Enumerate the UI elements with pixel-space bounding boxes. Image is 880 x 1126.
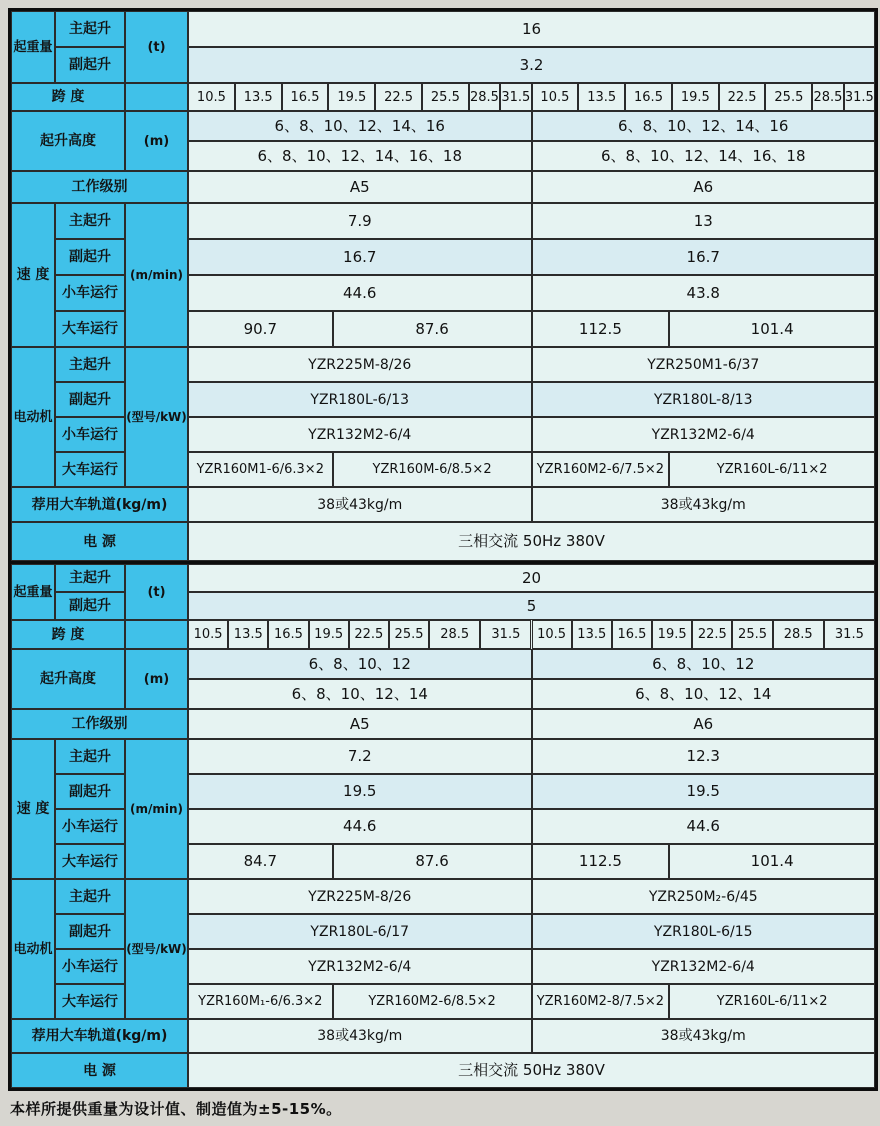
main-hoist-label: 主起升: [55, 347, 125, 382]
capacity-values: [188, 564, 875, 620]
speed-main-right: 13: [532, 203, 876, 239]
speed-aux-row: [188, 774, 875, 809]
motor-crane-row: [188, 984, 875, 1019]
motor-crane-right-half: [532, 452, 876, 487]
crane-travel-label: 大车运行: [55, 311, 125, 347]
motor-aux-left: YZR180L-6/13: [188, 382, 532, 417]
lifting-height-values: [188, 111, 875, 171]
lifting-height-block: [11, 111, 875, 171]
speed-main-row: [188, 739, 875, 774]
speed-aux-left: 19.5: [188, 774, 532, 809]
speed-crane-cell: 101.4: [669, 311, 875, 347]
speed-group-label: 速 度: [11, 739, 55, 879]
speed-main-row: [188, 203, 875, 239]
work-class-left: A5: [188, 709, 532, 739]
span-cells: [188, 620, 875, 649]
capacity-block: [11, 564, 875, 620]
span-cell: 10.5: [532, 83, 579, 111]
rail-cells: [188, 1019, 875, 1053]
work-class-cells: [188, 171, 875, 203]
capacity-aux-value: 3.2: [188, 47, 875, 83]
aux-hoist-label: 副起升: [55, 47, 125, 83]
motor-block: [11, 347, 875, 487]
unit-m-label: (m): [125, 111, 188, 171]
span-cell: 19.5: [328, 83, 375, 111]
capacity-block: [11, 11, 875, 83]
work-class-right: A6: [532, 709, 876, 739]
work-class-values: [188, 171, 875, 203]
motor-crane-cell: YZR160L-6/11×2: [669, 984, 875, 1019]
motor-crane-left-half: [188, 452, 532, 487]
speed-crane-left-half: [188, 311, 532, 347]
crane-travel-label: 大车运行: [55, 984, 125, 1019]
span-half-right: [532, 620, 876, 649]
spec-section-16t: [11, 11, 875, 561]
span-cell: 28.5: [812, 83, 843, 111]
speed-trolley-row: [188, 809, 875, 844]
aux-hoist-label: 副起升: [55, 239, 125, 275]
power-value-wrap: [188, 1053, 875, 1088]
unit-model-kw-label: (型号/kW): [125, 879, 188, 1019]
rail-row: [11, 487, 875, 522]
height-row-2: [188, 141, 875, 171]
motor-crane-left-half: [188, 984, 532, 1019]
motor-crane-cell: YZR160M₁-6/6.3×2: [188, 984, 333, 1019]
height2-left: 6、8、10、12、14: [188, 679, 532, 709]
rail-row: [11, 1019, 875, 1053]
span-cell: 13.5: [235, 83, 282, 111]
footer-note: 本样所提供重量为设计值、制造值为±5-15%。: [10, 1100, 342, 1118]
crane-travel-label: 大车运行: [55, 452, 125, 487]
speed-crane-cell: 87.6: [333, 311, 532, 347]
rail-left: 38或43kg/m: [188, 1019, 532, 1053]
motor-main-right: YZR250M₂-6/45: [532, 879, 876, 914]
main-hoist-label: 主起升: [55, 564, 125, 592]
motor-main-row: [188, 347, 875, 382]
speed-crane-cell: 84.7: [188, 844, 333, 879]
crane-travel-label: 大车运行: [55, 844, 125, 879]
height1-left: 6、8、10、12、14、16: [188, 111, 532, 141]
motor-crane-cell: YZR160M2-6/7.5×2: [532, 452, 670, 487]
span-row: [11, 620, 875, 649]
span-half-left: [188, 83, 532, 111]
speed-main-left: 7.2: [188, 739, 532, 774]
speed-main-left: 7.9: [188, 203, 532, 239]
span-cell: 13.5: [578, 83, 625, 111]
crane-spec-table: [8, 8, 878, 1091]
rail-values: [188, 487, 875, 522]
span-cell: 16.5: [625, 83, 672, 111]
span-cell: 10.5: [532, 620, 572, 649]
speed-aux-right: 19.5: [532, 774, 876, 809]
span-cell: 22.5: [719, 83, 766, 111]
span-cell: 19.5: [672, 83, 719, 111]
rail-label: 荐用大车轨道(kg/m): [11, 487, 188, 522]
work-class-label: 工作级别: [11, 709, 188, 739]
unit-m-min-label: (m/min): [125, 203, 188, 347]
height1-right: 6、8、10、12、14、16: [532, 111, 876, 141]
span-cell: 13.5: [228, 620, 268, 649]
main-hoist-label: 主起升: [55, 11, 125, 47]
span-cell: 25.5: [422, 83, 469, 111]
span-cell: 19.5: [652, 620, 692, 649]
height-row-1: [188, 649, 875, 679]
power-value: 三相交流 50Hz 380V: [188, 1053, 875, 1088]
aux-hoist-label: 副起升: [55, 774, 125, 809]
motor-trolley-left: YZR132M2-6/4: [188, 417, 532, 452]
span-cells: [188, 83, 875, 111]
span-cell: 10.5: [188, 83, 235, 111]
capacity-main-value: 16: [188, 11, 875, 47]
motor-trolley-row: [188, 417, 875, 452]
speed-aux-right: 16.7: [532, 239, 876, 275]
speed-crane-row: [188, 311, 875, 347]
rail-cells: [188, 487, 875, 522]
span-cell: 31.5: [500, 83, 531, 111]
span-cell: 10.5: [188, 620, 228, 649]
aux-hoist-label: 副起升: [55, 382, 125, 417]
speed-crane-row: [188, 844, 875, 879]
main-hoist-label: 主起升: [55, 203, 125, 239]
speed-crane-right-half: [532, 844, 876, 879]
motor-main-right: YZR250M1-6/37: [532, 347, 876, 382]
height1-right: 6、8、10、12: [532, 649, 876, 679]
height2-right: 6、8、10、12、14、16、18: [532, 141, 876, 171]
span-unit-spacer: [125, 83, 188, 111]
span-cell: 16.5: [282, 83, 329, 111]
speed-trolley-right: 43.8: [532, 275, 876, 311]
speed-sublabels: [55, 739, 125, 879]
motor-crane-cell: YZR160L-6/11×2: [669, 452, 875, 487]
power-row: [11, 522, 875, 561]
power-row: [11, 1053, 875, 1088]
motor-crane-cell: YZR160M2-8/7.5×2: [532, 984, 670, 1019]
speed-trolley-right: 44.6: [532, 809, 876, 844]
motor-sublabels: [55, 347, 125, 487]
lifting-height-values: [188, 649, 875, 709]
power-value-wrap: [188, 522, 875, 561]
span-cell: 25.5: [389, 620, 429, 649]
trolley-travel-label: 小车运行: [55, 809, 125, 844]
motor-aux-row: [188, 914, 875, 949]
span-cell: 31.5: [480, 620, 531, 649]
aux-hoist-label: 副起升: [55, 914, 125, 949]
motor-group-label: 电动机: [11, 347, 55, 487]
speed-trolley-left: 44.6: [188, 809, 532, 844]
motor-trolley-right: YZR132M2-6/4: [532, 949, 876, 984]
speed-crane-cell: 87.6: [333, 844, 532, 879]
power-label: 电 源: [11, 522, 188, 561]
lifting-height-label: 起升高度: [11, 111, 125, 171]
work-class-cells: [188, 709, 875, 739]
speed-crane-cell: 112.5: [532, 844, 670, 879]
span-cell: 13.5: [572, 620, 612, 649]
span-values: [188, 620, 875, 649]
capacity-sublabels: [55, 564, 125, 620]
speed-group-label: 速 度: [11, 203, 55, 347]
speed-crane-cell: 90.7: [188, 311, 333, 347]
rail-label: 荐用大车轨道(kg/m): [11, 1019, 188, 1053]
speed-values: [188, 203, 875, 347]
rail-left: 38或43kg/m: [188, 487, 532, 522]
speed-crane-cell: 112.5: [532, 311, 670, 347]
aux-hoist-label: 副起升: [55, 592, 125, 620]
height-row-1: [188, 111, 875, 141]
capacity-main-value: 20: [188, 564, 875, 592]
trolley-travel-label: 小车运行: [55, 417, 125, 452]
lifting-height-label: 起升高度: [11, 649, 125, 709]
motor-crane-row: [188, 452, 875, 487]
motor-main-left: YZR225M-8/26: [188, 879, 532, 914]
speed-aux-row: [188, 239, 875, 275]
speed-sublabels: [55, 203, 125, 347]
span-unit-spacer: [125, 620, 188, 649]
span-cell: 28.5: [773, 620, 824, 649]
main-hoist-label: 主起升: [55, 879, 125, 914]
motor-trolley-left: YZR132M2-6/4: [188, 949, 532, 984]
height2-left: 6、8、10、12、14、16、18: [188, 141, 532, 171]
span-cell: 25.5: [732, 620, 772, 649]
speed-block: [11, 203, 875, 347]
lifting-height-block: [11, 649, 875, 709]
span-values: [188, 83, 875, 111]
speed-main-right: 12.3: [532, 739, 876, 774]
motor-crane-cell: YZR160M1-6/6.3×2: [188, 452, 333, 487]
span-half-right: [532, 83, 876, 111]
speed-trolley-row: [188, 275, 875, 311]
height2-right: 6、8、10、12、14: [532, 679, 876, 709]
motor-trolley-right: YZR132M2-6/4: [532, 417, 876, 452]
capacity-values: [188, 11, 875, 83]
span-cell: 16.5: [268, 620, 308, 649]
speed-values: [188, 739, 875, 879]
motor-block: [11, 879, 875, 1019]
speed-crane-cell: 101.4: [669, 844, 875, 879]
rail-right: 38或43kg/m: [532, 487, 876, 522]
motor-values: [188, 347, 875, 487]
span-cell: 16.5: [612, 620, 652, 649]
power-label: 电 源: [11, 1053, 188, 1088]
speed-trolley-left: 44.6: [188, 275, 532, 311]
trolley-travel-label: 小车运行: [55, 949, 125, 984]
motor-main-row: [188, 879, 875, 914]
spec-section-20t: [11, 561, 875, 1088]
work-class-left: A5: [188, 171, 532, 203]
capacity-group-label: 起重量: [11, 564, 55, 620]
work-class-row: [11, 709, 875, 739]
motor-aux-right: YZR180L-8/13: [532, 382, 876, 417]
span-row: [11, 83, 875, 111]
motor-group-label: 电动机: [11, 879, 55, 1019]
speed-block: [11, 739, 875, 879]
unit-t-label: (t): [125, 564, 188, 620]
capacity-sublabels: [55, 11, 125, 83]
unit-model-kw-label: (型号/kW): [125, 347, 188, 487]
motor-crane-cell: YZR160M-6/8.5×2: [333, 452, 532, 487]
span-label: 跨 度: [11, 83, 125, 111]
rail-values: [188, 1019, 875, 1053]
span-cell: 31.5: [844, 83, 875, 111]
motor-aux-left: YZR180L-6/17: [188, 914, 532, 949]
motor-trolley-row: [188, 949, 875, 984]
unit-t-label: (t): [125, 11, 188, 83]
span-cell: 22.5: [349, 620, 389, 649]
speed-aux-left: 16.7: [188, 239, 532, 275]
work-class-label: 工作级别: [11, 171, 188, 203]
unit-m-label: (m): [125, 649, 188, 709]
motor-crane-cell: YZR160M2-6/8.5×2: [333, 984, 532, 1019]
span-cell: 22.5: [692, 620, 732, 649]
span-cell: 25.5: [765, 83, 812, 111]
span-cell: 28.5: [429, 620, 480, 649]
motor-main-left: YZR225M-8/26: [188, 347, 532, 382]
span-cell: 22.5: [375, 83, 422, 111]
speed-crane-left-half: [188, 844, 532, 879]
height1-left: 6、8、10、12: [188, 649, 532, 679]
speed-crane-right-half: [532, 311, 876, 347]
span-cell: 31.5: [824, 620, 875, 649]
power-value: 三相交流 50Hz 380V: [188, 522, 875, 561]
unit-m-min-label: (m/min): [125, 739, 188, 879]
motor-sublabels: [55, 879, 125, 1019]
trolley-travel-label: 小车运行: [55, 275, 125, 311]
motor-aux-right: YZR180L-6/15: [532, 914, 876, 949]
motor-values: [188, 879, 875, 1019]
work-class-row: [11, 171, 875, 203]
span-half-left: [188, 620, 532, 649]
work-class-right: A6: [532, 171, 876, 203]
rail-right: 38或43kg/m: [532, 1019, 876, 1053]
work-class-values: [188, 709, 875, 739]
span-label: 跨 度: [11, 620, 125, 649]
motor-aux-row: [188, 382, 875, 417]
capacity-group-label: 起重量: [11, 11, 55, 83]
capacity-aux-value: 5: [188, 592, 875, 620]
span-cell: 28.5: [469, 83, 500, 111]
span-cell: 19.5: [309, 620, 349, 649]
motor-crane-right-half: [532, 984, 876, 1019]
main-hoist-label: 主起升: [55, 739, 125, 774]
height-row-2: [188, 679, 875, 709]
